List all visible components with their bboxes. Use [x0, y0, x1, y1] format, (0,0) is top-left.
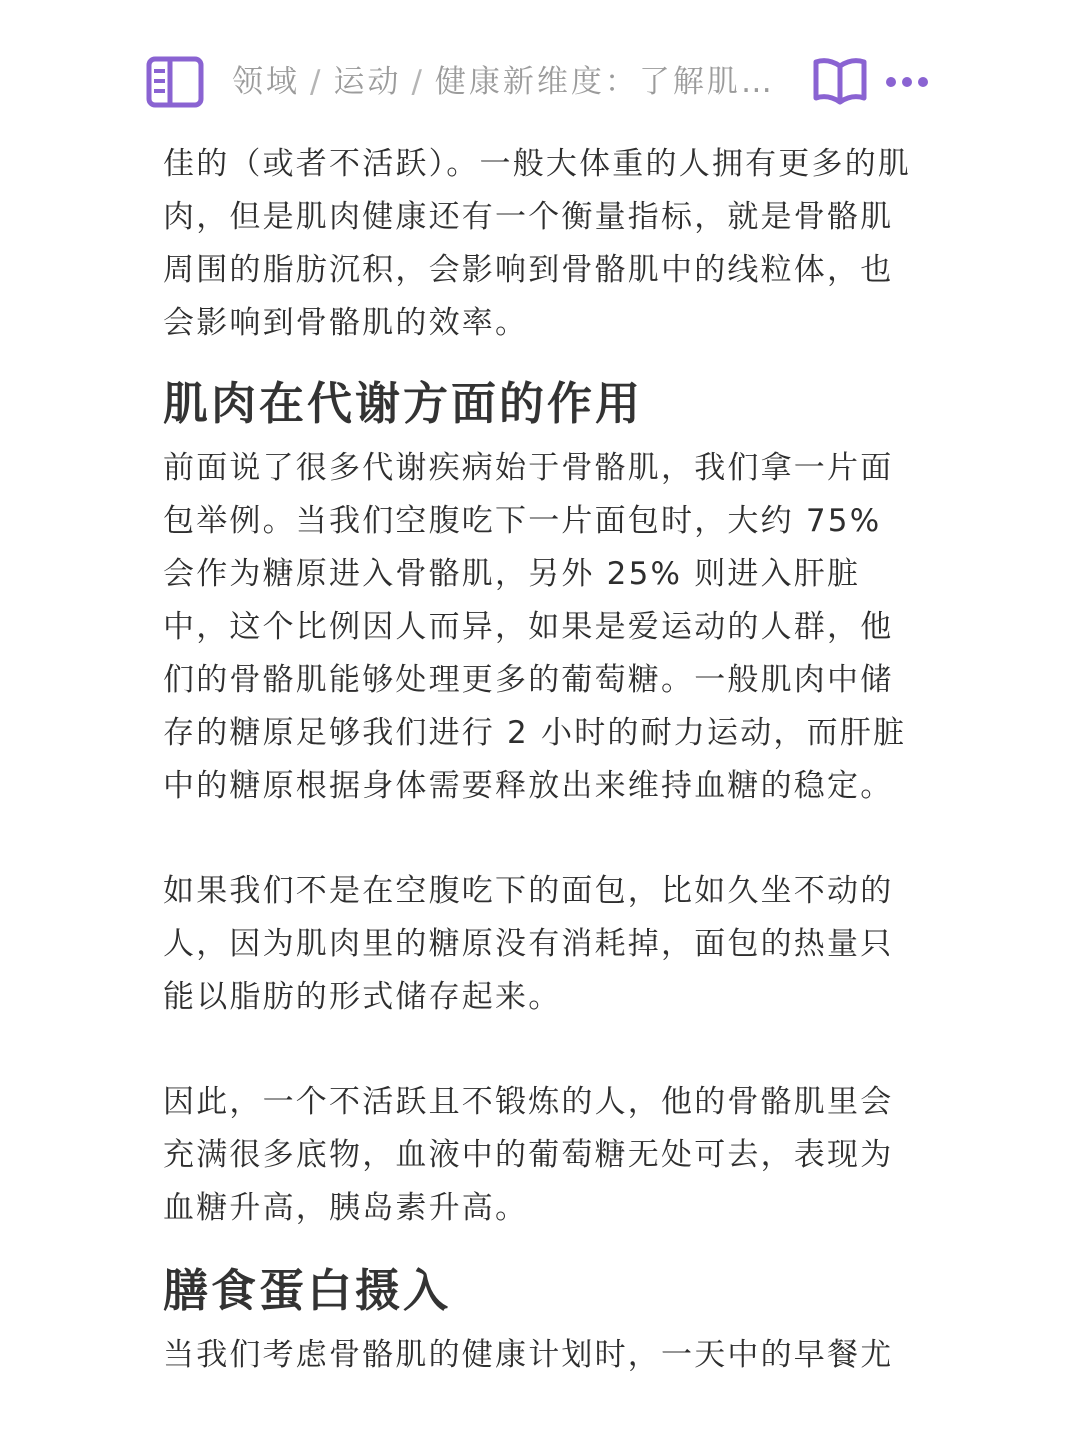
sidebar-toggle-icon[interactable] — [146, 56, 204, 108]
breadcrumb-item-sport[interactable]: 运动 — [333, 64, 402, 100]
breadcrumb-item-current-page[interactable]: 健康新维度：了解肌… — [434, 64, 775, 100]
breadcrumb-item-domain[interactable]: 领域 — [232, 64, 300, 100]
top-navigation-bar — [0, 0, 1080, 130]
breadcrumb — [232, 58, 792, 106]
article-content — [163, 138, 923, 1382]
article-paragraph: 因此，一个不活跃且不锻炼的人，他的骨骼肌里会充满很多底物，血液中的葡萄糖无处可去，表现为血糖升高，胰岛素升高。 — [163, 1084, 894, 1226]
article-paragraph: 如果我们不是在空腹吃下的面包，比如久坐不动的人，因为肌肉里的糖原没有消耗掉，面包的热量只能以脂肪的形式储存起来。 — [163, 873, 894, 1015]
breadcrumb-separator: / — [411, 64, 425, 100]
more-dots-icon[interactable] — [884, 64, 930, 100]
article-paragraph: 当我们考虑骨骼肌的健康计划时，一天中的早餐尤 — [163, 1337, 894, 1373]
article-paragraph: 佳的（或者不活跃）。一般大体重的人拥有更多的肌肉，但是肌肉健康还有一个衡量指标，就是骨骼肌周围的脂肪沉积，会影响到骨骼肌中的线粒体，也会影响到骨骼肌的效率。 — [163, 146, 912, 341]
book-open-icon[interactable] — [812, 56, 868, 108]
section-heading-dietary-protein: 膳食蛋白摄入 — [163, 1264, 452, 1317]
article-paragraph: 前面说了很多代谢疾病始于骨骼肌，我们拿一片面包举例。当我们空腹吃下一片面包时，大约 75% 会作为糖原进入骨骼肌，另外 25% 则进入肝脏中，这个比例因人而异，如果是爱运动的人群，他们的骨骼肌能够处理更多的葡萄糖。一般肌肉中储存的糖原足够我们进行 2 小时的耐力运动，而肝脏中的糖原根据身体需要释放出来维持血糖的稳定。 — [163, 450, 907, 804]
section-heading-metabolism: 肌肉在代谢方面的作用 — [163, 377, 644, 430]
breadcrumb-separator: / — [310, 64, 324, 100]
